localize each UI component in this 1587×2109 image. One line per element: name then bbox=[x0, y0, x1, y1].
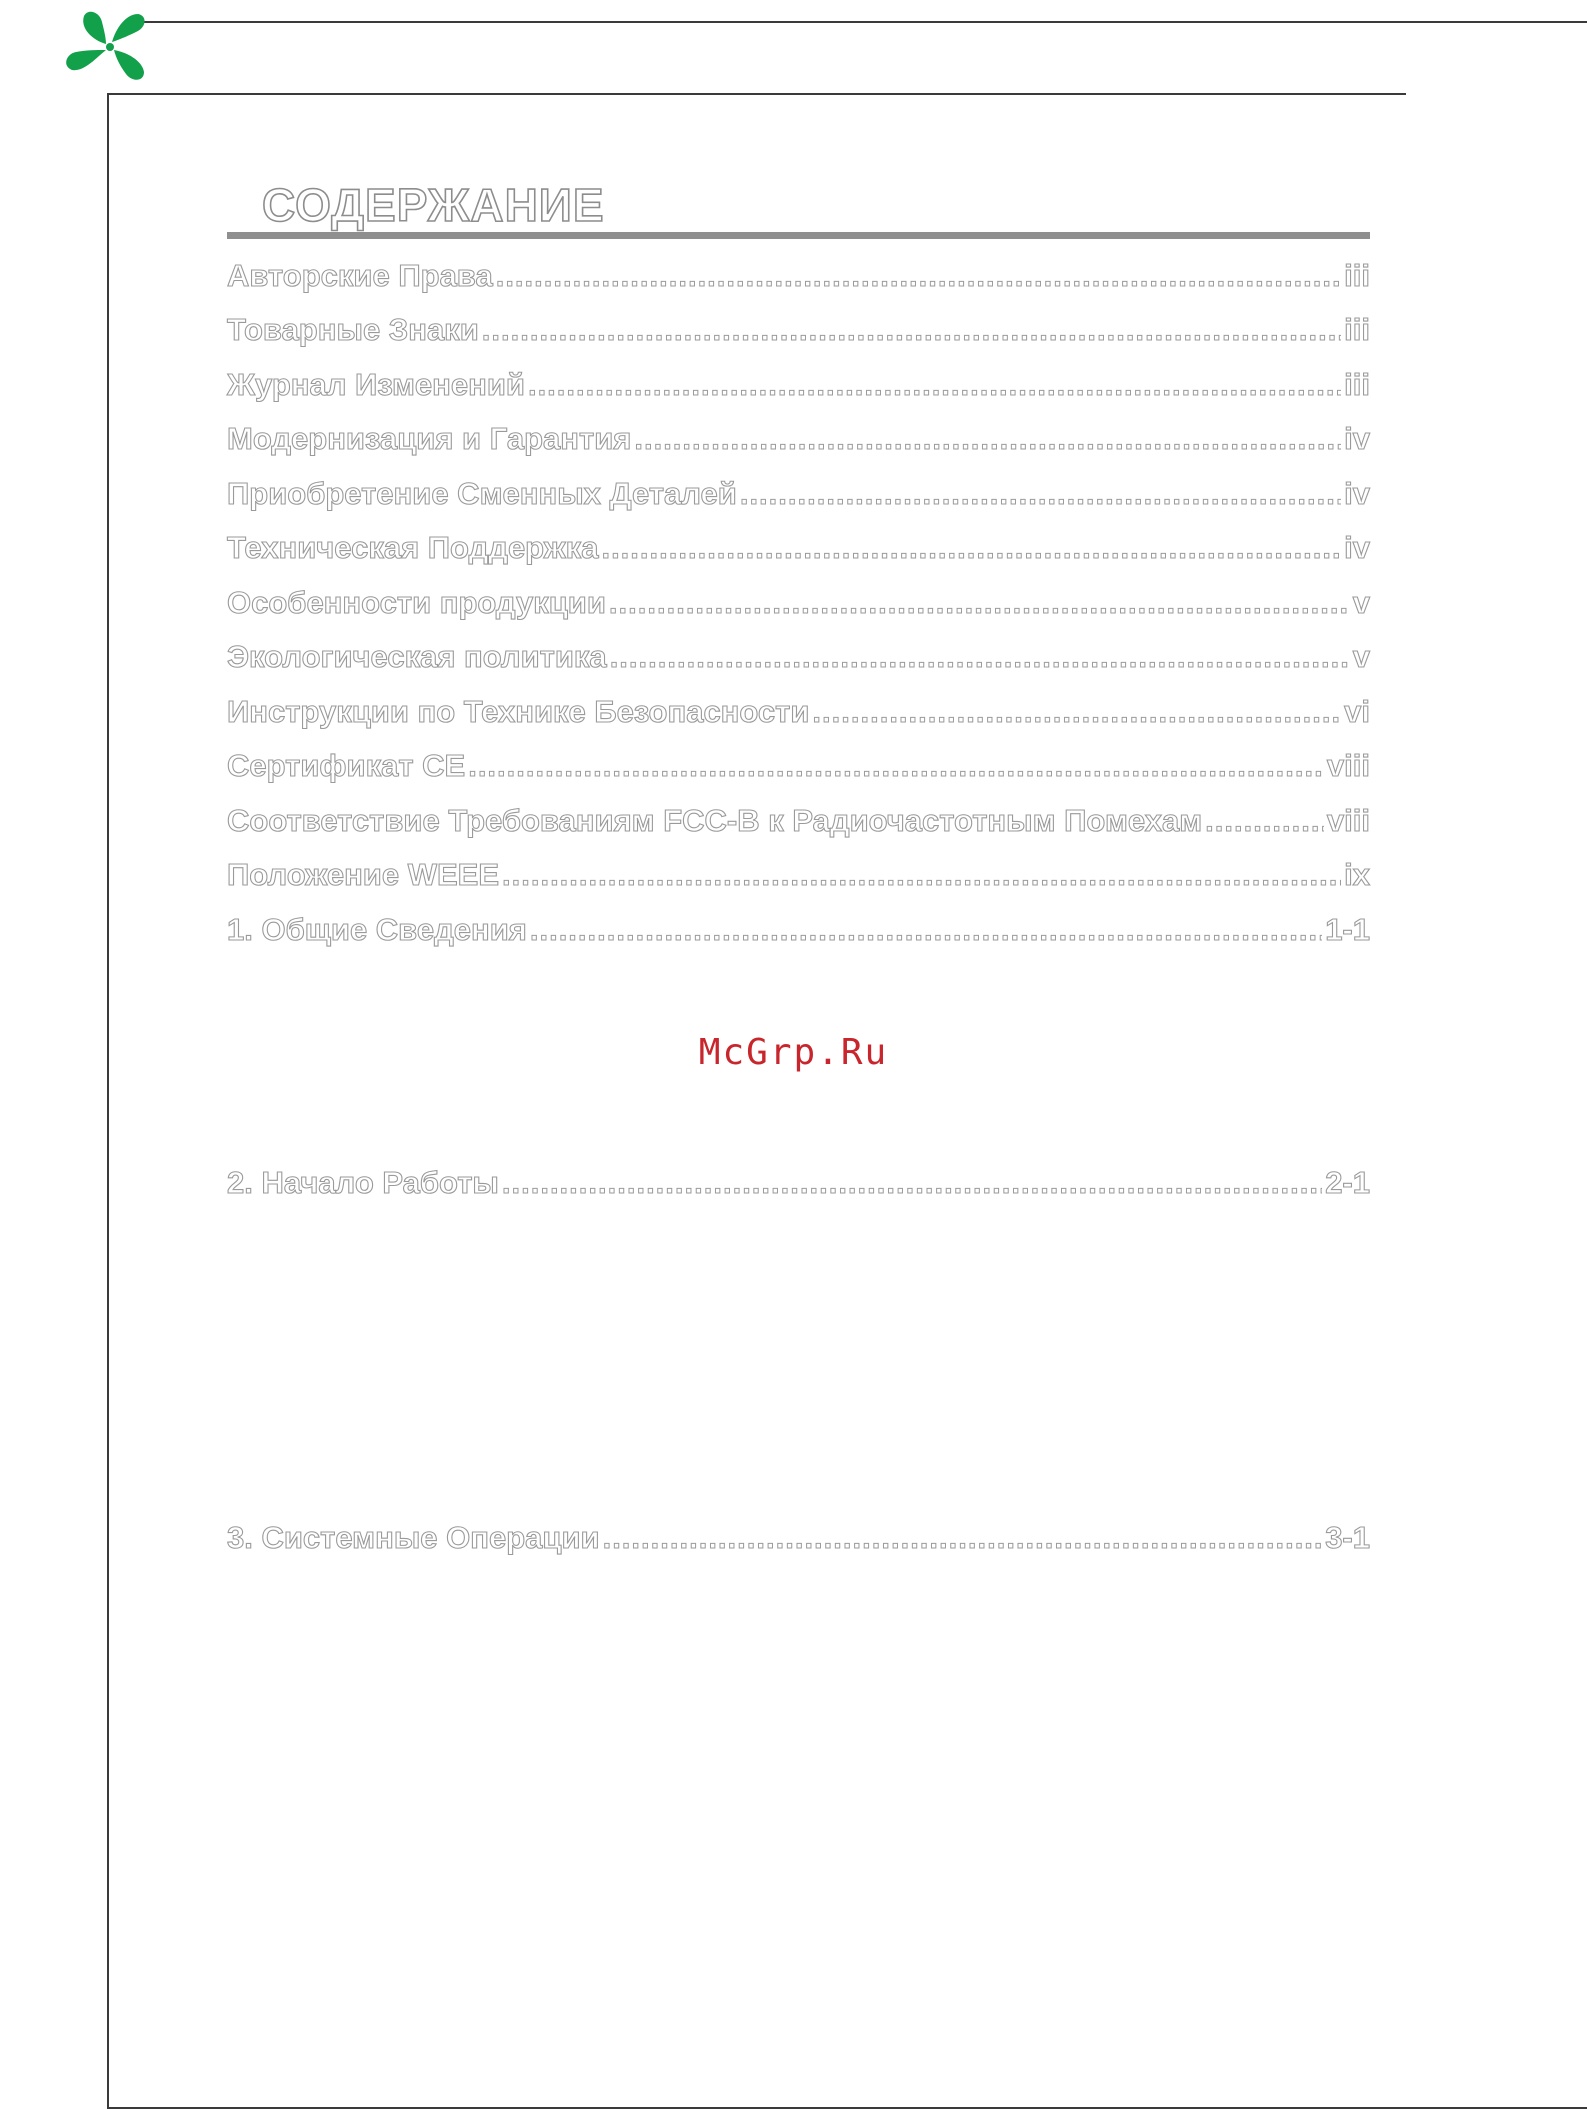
dot-leader bbox=[603, 1520, 1323, 1556]
toc-entry-page: iii bbox=[1344, 367, 1370, 402]
toc-entry-label: Положение WEEE bbox=[227, 857, 499, 892]
dot-leader bbox=[502, 857, 1341, 893]
toc-entry-label: Инструкции по Технике Безопасности bbox=[227, 694, 810, 729]
title-underline-bar bbox=[227, 232, 1370, 239]
dot-leader bbox=[812, 694, 1341, 730]
watermark-text: McGrp.Ru bbox=[698, 1032, 889, 1073]
toc-entry[interactable] bbox=[227, 694, 1370, 734]
dot-leader bbox=[528, 367, 1341, 403]
dot-leader bbox=[609, 585, 1350, 621]
toc-entry-page: viii bbox=[1326, 748, 1370, 783]
dot-leader bbox=[530, 912, 1322, 948]
toc-entry-page: 2-1 bbox=[1325, 1165, 1370, 1200]
header-rule-top bbox=[133, 21, 1587, 23]
dot-leader bbox=[601, 530, 1341, 566]
toc-entry[interactable] bbox=[227, 803, 1370, 843]
dot-leader bbox=[1205, 803, 1324, 839]
toc-entry-page: iv bbox=[1344, 421, 1370, 456]
toc-entry-page: ix bbox=[1344, 857, 1370, 892]
toc-entry[interactable] bbox=[227, 912, 1370, 952]
toc-entry-page: v bbox=[1352, 639, 1370, 674]
toc-entry-page: iv bbox=[1344, 476, 1370, 511]
toc-entry[interactable] bbox=[227, 530, 1370, 570]
toc-entry[interactable] bbox=[227, 421, 1370, 461]
toc-entry[interactable] bbox=[227, 258, 1370, 298]
toc-entry-page: 1-1 bbox=[1325, 912, 1370, 947]
toc-entry[interactable] bbox=[227, 1520, 1370, 1560]
toc-entry-label: Модернизация и Гарантия bbox=[227, 421, 632, 456]
toc-entry-label: Приобретение Сменных Деталей bbox=[227, 476, 737, 511]
dot-leader bbox=[610, 639, 1350, 675]
toc-entry-page: v bbox=[1352, 585, 1370, 620]
toc-entry-page: vi bbox=[1344, 694, 1370, 729]
dot-leader bbox=[502, 1165, 1322, 1201]
toc-title: СОДЕРЖАНИЕ bbox=[262, 179, 605, 231]
toc-entry[interactable] bbox=[227, 639, 1370, 679]
toc-entry-label: Особенности продукции bbox=[227, 585, 606, 620]
toc-entry-label: Товарные Знаки bbox=[227, 312, 479, 347]
toc-entry-label: Авторские Права bbox=[227, 258, 493, 293]
dot-leader bbox=[740, 476, 1341, 512]
clover-logo-icon bbox=[62, 6, 158, 86]
toc-entry[interactable] bbox=[227, 585, 1370, 625]
header-rule bbox=[107, 93, 1406, 95]
toc-entry[interactable] bbox=[227, 367, 1370, 407]
toc-entry-label: 2. Начало Работы bbox=[227, 1165, 499, 1200]
toc-entry-page: viii bbox=[1326, 803, 1370, 838]
toc-entry[interactable] bbox=[227, 312, 1370, 352]
toc-entry-page: 3-1 bbox=[1325, 1520, 1370, 1555]
toc-entry-label: 1. Общие Сведения bbox=[227, 912, 527, 947]
left-margin-rule bbox=[107, 93, 109, 2109]
toc-entry-label: Соответствие Требованиям FCC-B к Радиочастотным Помехам bbox=[227, 803, 1203, 838]
toc-entry-page: iii bbox=[1344, 312, 1370, 347]
toc-entry-label: 3. Системные Операции bbox=[227, 1520, 600, 1555]
toc-entry[interactable] bbox=[227, 857, 1370, 897]
toc-entry[interactable] bbox=[227, 476, 1370, 516]
toc-entry-label: Техническая Поддержка bbox=[227, 530, 599, 565]
dot-leader bbox=[468, 748, 1324, 784]
toc-entry[interactable] bbox=[227, 1165, 1370, 1205]
toc-entry-label: Экологическая политика bbox=[227, 639, 607, 674]
dot-leader bbox=[634, 421, 1341, 457]
toc-entry-label: Сертификат CE bbox=[227, 748, 466, 783]
toc-entry-page: iii bbox=[1344, 258, 1370, 293]
toc-entry-label: Журнал Изменений bbox=[227, 367, 525, 402]
dot-leader bbox=[496, 258, 1341, 294]
toc-entry[interactable] bbox=[227, 748, 1370, 788]
dot-leader bbox=[482, 312, 1341, 348]
toc-entry-page: iv bbox=[1344, 530, 1370, 565]
